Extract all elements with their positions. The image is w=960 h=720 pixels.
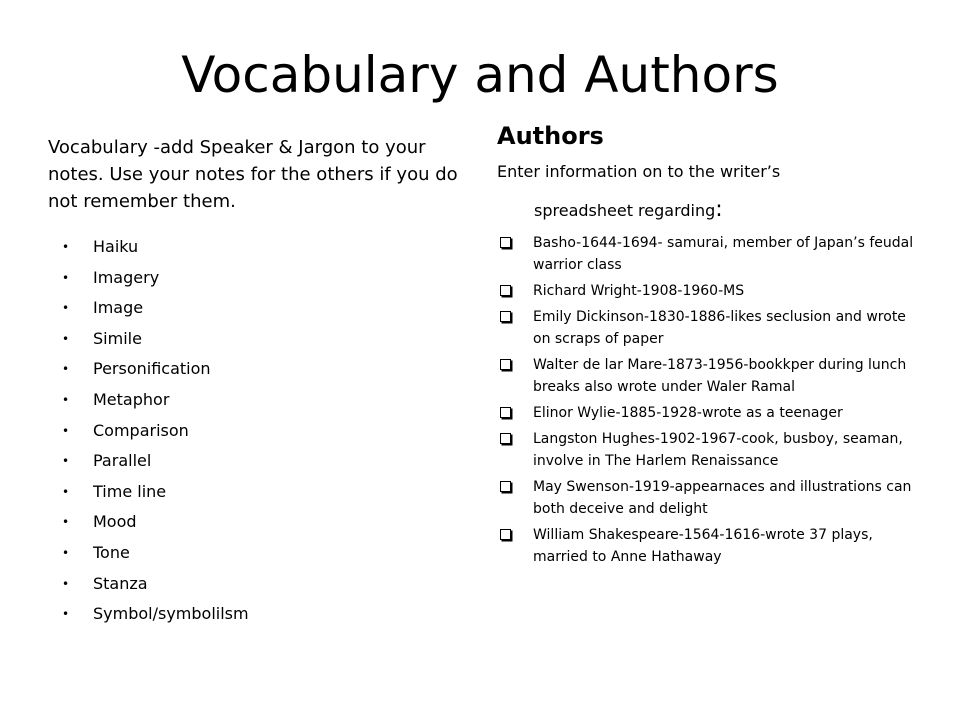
- checkbox-bullet-icon: [500, 285, 511, 296]
- checkbox-bullet-icon: [500, 359, 511, 370]
- vocabulary-term: Symbol/symbolilsm: [93, 604, 249, 624]
- author-entry: Basho-1644-1694- samurai, member of Japan’s feudal warrior class: [533, 235, 914, 273]
- authors-intro-line2-wrap: [497, 196, 937, 225]
- list-item: [497, 402, 917, 424]
- author-entry: Emily Dickinson-1830-1886-likes seclusion and wrote on scraps of paper: [533, 309, 906, 347]
- checkbox-bullet-icon: [500, 529, 511, 540]
- vocabulary-term: Stanza: [93, 573, 148, 593]
- list-item: [62, 538, 442, 569]
- bullet-icon: •: [62, 423, 70, 438]
- checkbox-bullet-icon: [500, 481, 511, 492]
- vocabulary-term: Parallel: [93, 451, 152, 471]
- list-item: [62, 569, 442, 600]
- authors-intro: [497, 158, 937, 225]
- bullet-icon: •: [62, 576, 70, 591]
- list-item: [62, 446, 442, 477]
- list-item: [497, 428, 917, 472]
- bullet-icon: •: [62, 270, 70, 285]
- vocabulary-term: Haiku: [93, 237, 139, 256]
- author-entry: William Shakespeare-1564-1616-wrote 37 plays, married to Anne Hathaway: [533, 527, 873, 565]
- authors-intro-line2: spreadsheet regarding: [534, 201, 716, 220]
- list-item: [497, 280, 917, 302]
- authors-heading: Authors: [497, 122, 604, 150]
- vocabulary-term: Metaphor: [93, 389, 170, 409]
- vocabulary-term: Imagery: [93, 267, 160, 287]
- vocabulary-intro: Vocabulary -add Speaker & Jargon to your notes. Use your notes for the others if you do not remember them.: [48, 137, 458, 212]
- list-item: [62, 324, 442, 355]
- list-item: [62, 385, 442, 416]
- bullet-icon: •: [62, 240, 70, 254]
- bullet-icon: •: [62, 331, 70, 346]
- author-entry: Richard Wright-1908-1960-MS: [533, 283, 745, 299]
- list-item: [62, 599, 442, 630]
- list-item: [497, 476, 917, 520]
- vocabulary-list: [62, 232, 442, 630]
- slide-title: Vocabulary and Authors: [181, 46, 779, 104]
- bullet-icon: •: [62, 301, 70, 316]
- vocabulary-term: Tone: [93, 542, 130, 562]
- vocabulary-term: Mood: [93, 512, 137, 532]
- author-entry: May Swenson-1919-appearnaces and illustrations can both deceive and delight: [533, 479, 912, 517]
- bullet-icon: •: [62, 607, 70, 622]
- checkbox-bullet-icon: [500, 311, 511, 322]
- checkbox-bullet-icon: [500, 237, 511, 248]
- author-entry: Walter de lar Mare-1873-1956-bookkper during lunch breaks also wrote under Waler Ramal: [533, 357, 907, 395]
- vocabulary-term: Time line: [93, 481, 167, 501]
- list-item: [62, 232, 442, 263]
- list-item: [497, 524, 917, 568]
- bullet-icon: •: [62, 484, 70, 499]
- vocabulary-term: Simile: [93, 328, 142, 348]
- bullet-icon: •: [62, 454, 70, 469]
- author-entry: Langston Hughes-1902-1967-cook, busboy, seaman, involve in The Harlem Renaissance: [533, 431, 903, 469]
- author-list: [497, 232, 917, 572]
- list-item: [62, 354, 442, 385]
- list-item: [62, 477, 442, 508]
- list-item: [62, 293, 442, 324]
- bullet-icon: •: [62, 515, 70, 530]
- vocabulary-term: Personification: [93, 359, 211, 379]
- author-entry: Elinor Wylie-1885-1928-wrote as a teenager: [533, 405, 843, 421]
- vocabulary-term: Comparison: [93, 420, 189, 440]
- bullet-icon: •: [62, 362, 70, 377]
- checkbox-bullet-icon: [500, 407, 511, 418]
- authors-intro-line1: Enter information on to the writer’s: [497, 162, 781, 181]
- checkbox-bullet-icon: [500, 433, 511, 444]
- list-item: [62, 263, 442, 294]
- vocabulary-term: Image: [93, 298, 144, 318]
- list-item: [497, 232, 917, 276]
- list-item: [497, 354, 917, 398]
- list-item: [62, 416, 442, 447]
- authors-intro-colon: :: [715, 197, 723, 222]
- list-item: [497, 306, 917, 350]
- bullet-icon: •: [62, 392, 70, 407]
- bullet-icon: •: [62, 545, 70, 560]
- list-item: [62, 507, 442, 538]
